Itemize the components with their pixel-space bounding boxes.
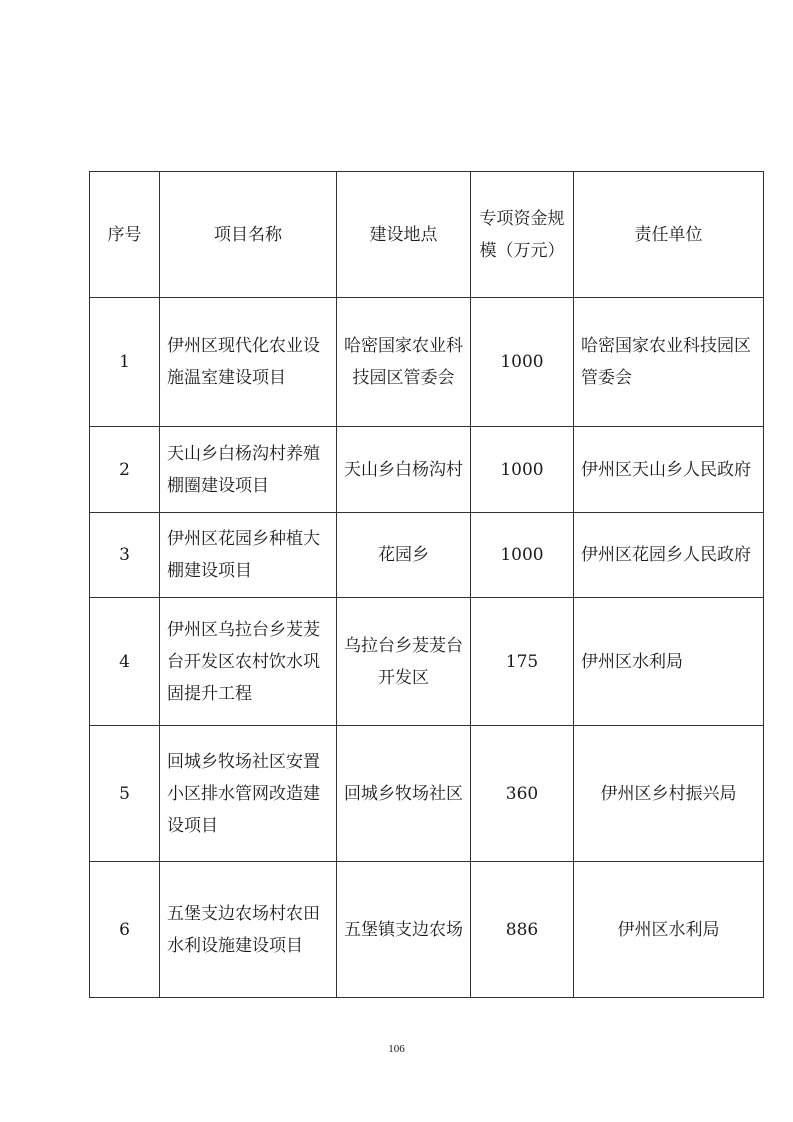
table-row bbox=[90, 427, 764, 513]
row-no: 4 bbox=[90, 598, 160, 726]
row-responsible-unit: 哈密国家农业科技园区管委会 bbox=[574, 298, 764, 427]
header-location: 建设地点 bbox=[337, 172, 471, 298]
header-no: 序号 bbox=[90, 172, 160, 298]
row-project-name: 回城乡牧场社区安置小区排水管网改造建设项目 bbox=[160, 726, 337, 862]
row-location: 哈密国家农业科技园区管委会 bbox=[337, 298, 471, 427]
table-row bbox=[90, 513, 764, 598]
row-no: 2 bbox=[90, 427, 160, 513]
row-fund: 360 bbox=[471, 726, 574, 862]
row-responsible-unit: 伊州区水利局 bbox=[574, 862, 764, 998]
table-row bbox=[90, 598, 764, 726]
header-responsible-unit: 责任单位 bbox=[574, 172, 764, 298]
row-responsible-unit: 伊州区花园乡人民政府 bbox=[574, 513, 764, 598]
row-location: 回城乡牧场社区 bbox=[337, 726, 471, 862]
row-responsible-unit: 伊州区天山乡人民政府 bbox=[574, 427, 764, 513]
row-fund: 886 bbox=[471, 862, 574, 998]
table-row bbox=[90, 298, 764, 427]
header-project-name: 项目名称 bbox=[160, 172, 337, 298]
row-location: 天山乡白杨沟村 bbox=[337, 427, 471, 513]
row-project-name: 伊州区现代化农业设施温室建设项目 bbox=[160, 298, 337, 427]
row-responsible-unit: 伊州区水利局 bbox=[574, 598, 764, 726]
table-row bbox=[90, 726, 764, 862]
project-table bbox=[89, 171, 764, 998]
row-no: 1 bbox=[90, 298, 160, 427]
table-header-row bbox=[90, 172, 764, 298]
row-fund: 175 bbox=[471, 598, 574, 726]
row-no: 6 bbox=[90, 862, 160, 998]
row-project-name: 天山乡白杨沟村养殖棚圈建设项目 bbox=[160, 427, 337, 513]
row-location: 五堡镇支边农场 bbox=[337, 862, 471, 998]
row-fund: 1000 bbox=[471, 513, 574, 598]
row-location: 花园乡 bbox=[337, 513, 471, 598]
row-fund: 1000 bbox=[471, 427, 574, 513]
row-fund: 1000 bbox=[471, 298, 574, 427]
row-project-name: 伊州区乌拉台乡茇茇台开发区农村饮水巩固提升工程 bbox=[160, 598, 337, 726]
table-row bbox=[90, 862, 764, 998]
row-project-name: 伊州区花园乡种植大棚建设项目 bbox=[160, 513, 337, 598]
row-location: 乌拉台乡茇茇台开发区 bbox=[337, 598, 471, 726]
page-number: 106 bbox=[388, 1043, 405, 1055]
row-project-name: 五堡支边农场村农田水利设施建设项目 bbox=[160, 862, 337, 998]
header-fund-scale: 专项资金规模（万元） bbox=[471, 172, 574, 298]
row-no: 3 bbox=[90, 513, 160, 598]
row-no: 5 bbox=[90, 726, 160, 862]
row-responsible-unit: 伊州区乡村振兴局 bbox=[574, 726, 764, 862]
